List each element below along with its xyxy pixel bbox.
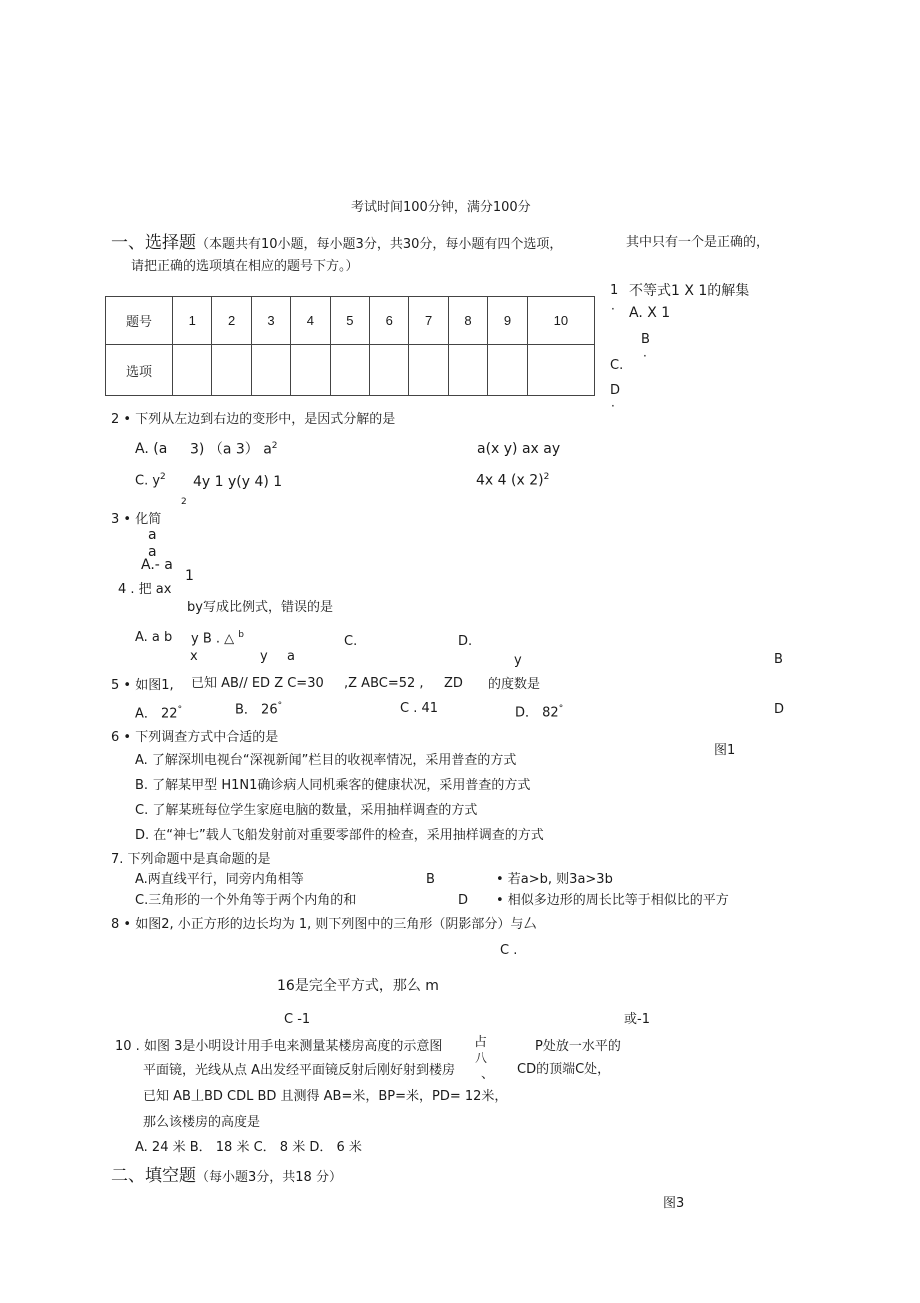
q2-stem: 2 • 下列从左边到右边的变形中，是因式分解的是	[111, 412, 396, 427]
q7-option-c: C.三角形的一个外角等于两个内角的和	[135, 893, 357, 908]
answer-cell-5[interactable]	[330, 345, 369, 396]
q6-option-a: A. 了解深圳电视台“深视新闻”栏目的收视率情况，采用普查的方式	[135, 753, 517, 768]
q7-option-d: • 相似多边形的周长比等于相似比的平方	[496, 893, 729, 908]
q2-option-d-sup: 2	[543, 472, 550, 482]
q4-by: by写成比例式，错误的是	[187, 600, 333, 615]
q5-stem: 5 • 如图1,	[111, 678, 174, 693]
q10-line4: 那么该楼房的高度是	[143, 1115, 261, 1130]
q5-option-d-text: D． 82	[515, 705, 559, 721]
q2-option-c-mid: 4y 1 y(y 4) 1	[193, 474, 283, 490]
q2-option-b: a(x y) ax ay	[477, 441, 561, 457]
q1-option-d: D	[610, 383, 621, 398]
q7-option-b: • 若a>b, 则3a>3b	[496, 872, 613, 887]
section1-desc2: 请把正确的选项填在相应的题号下方。）	[131, 259, 359, 274]
answer-cell-8[interactable]	[448, 345, 487, 396]
q1-dot: ·	[611, 302, 615, 316]
answer-table-number: 10	[527, 297, 594, 345]
q4-a: a	[287, 649, 295, 664]
q4-option-b-text: y B . △	[191, 631, 239, 647]
q1-option-b-dot: ·	[643, 349, 647, 363]
section1-desc: （本题共有10小题，每小题3分，共30分，每小题有四个选项，	[196, 237, 563, 252]
q5-given: 已知 AB// ED Z C=30	[191, 676, 324, 691]
answer-cell-6[interactable]	[370, 345, 409, 396]
q10-comma: 、	[481, 1067, 495, 1082]
q7-option-d-label: D	[458, 893, 469, 908]
answer-cell-7[interactable]	[409, 345, 448, 396]
figure1-caption: 图1	[714, 743, 736, 758]
q8-option-c: C .	[500, 943, 518, 958]
answer-table	[105, 296, 595, 396]
answer-table-number: 5	[330, 297, 369, 345]
q4-option-b-sup: b	[238, 630, 244, 640]
section1-desc-right: 其中只有一个是正确的，	[626, 235, 770, 250]
answer-table-number: 4	[291, 297, 330, 345]
q2-tiny-mark: 2	[181, 497, 187, 507]
q10-mark: 占	[474, 1035, 488, 1050]
q2-option-a-mid	[190, 441, 278, 458]
exam-info: 考试时间100分钟，满分100分	[351, 200, 531, 215]
q4-option-b	[191, 630, 244, 647]
answer-table-number: 3	[251, 297, 290, 345]
q5-condition: ,Z ABC=52 ,	[344, 676, 424, 691]
q2-option-c-left	[135, 472, 166, 489]
q4-y: y	[260, 649, 268, 664]
q3-option-a: A.- a	[141, 557, 173, 573]
q1-option-c: C.	[610, 358, 624, 373]
q6-option-b: B. 了解某甲型 H1N1确诊病人同机乘客的健康状况，采用普查的方式	[135, 778, 531, 793]
q2-option-a-sup: 2	[271, 441, 278, 451]
q7-option-a: A.两直线平行，同旁内角相等	[135, 872, 304, 887]
q10-point-p: P处放一水平的	[535, 1039, 621, 1054]
q1-option-b: B	[641, 332, 650, 347]
q10-options: A. 24 米 B． 18 米 C． 8 米 D． 6 米	[135, 1140, 362, 1155]
section2-desc: （每小题3分，共18 分）	[196, 1170, 342, 1185]
q5-option-b-deg: °	[277, 701, 283, 711]
q10-cd: CD的顶端C处，	[517, 1062, 611, 1077]
q7-stem: 7. 下列命题中是真命题的是	[111, 852, 271, 867]
q4-stem: 4 . 把 ax	[118, 582, 172, 597]
q5-option-d	[515, 704, 563, 721]
q2-option-a-left: A. (a	[135, 441, 168, 457]
q10-line2: 平面镜，光线从点 A出发经平面镜反射后刚好射到楼房	[143, 1063, 456, 1078]
answer-cell-9[interactable]	[488, 345, 527, 396]
figure3-caption: 图3	[663, 1196, 685, 1211]
q5-option-a	[135, 705, 182, 722]
section2-heading	[111, 1166, 342, 1186]
answer-cell-2[interactable]	[212, 345, 251, 396]
q5-tail: 的度数是	[488, 677, 541, 692]
q1-option-a: A. X 1	[629, 305, 671, 321]
q4-x: x	[190, 649, 198, 664]
q4-option-c: C.	[344, 634, 358, 649]
q6-stem: 6 • 下列调查方式中合适的是	[111, 730, 279, 745]
q9-text: 16是完全平方式，那么 m	[277, 978, 439, 994]
q5-zd: ZD	[444, 676, 463, 691]
q1-number: 1	[610, 283, 619, 298]
q10-stem: 10 . 如图 3是小明设计用手电来测量某楼房高度的示意图	[115, 1039, 443, 1054]
answer-table-number: 7	[409, 297, 448, 345]
q5-option-b	[235, 701, 282, 718]
q3-fraction-top: a	[148, 527, 157, 543]
q8-stem: 8 • 如图2, 小正方形的边长均为 1, 则下列图中的三角形（阴影部分）与厶	[111, 917, 537, 932]
q4-option-d: D.	[458, 634, 473, 649]
answer-table-option-row	[106, 345, 595, 396]
q5-option-a-deg: °	[177, 705, 183, 715]
q3-one: 1	[185, 568, 194, 584]
answer-cell-4[interactable]	[291, 345, 330, 396]
q4-y-d: y	[514, 653, 522, 668]
q3-fraction-bottom: a	[148, 544, 157, 560]
q5-option-b-text: B． 26	[235, 702, 278, 718]
q2-option-c-sup: 2	[160, 472, 166, 482]
q1-stem: 不等式1 X 1的解集	[629, 283, 750, 299]
q2-option-a-text: 3) （a 3） a	[190, 441, 272, 458]
section2-title: 二、填空题	[111, 1166, 196, 1186]
answer-table-number-row	[106, 297, 595, 345]
q2-option-c-text: C. y	[135, 473, 161, 489]
q9-option-c: C -1	[284, 1012, 311, 1027]
q10-line3: 已知 AB丄BD CDL BD 且测得 AB=米，BP=米，PD= 12米，	[143, 1089, 508, 1104]
answer-table-number: 1	[173, 297, 212, 345]
figure-label-d: D	[774, 702, 785, 717]
answer-table-number: 6	[370, 297, 409, 345]
answer-cell-3[interactable]	[251, 345, 290, 396]
q6-option-d: D. 在“神七”载人飞船发射前对重要零部件的检查，采用抽样调查的方式	[135, 828, 544, 843]
q3-stem: 3 • 化简	[111, 512, 162, 527]
answer-table-row1-header: 题号	[106, 297, 173, 345]
figure-label-b: B	[774, 652, 783, 667]
answer-table-number: 2	[212, 297, 251, 345]
q1-option-d-dot: ·	[611, 399, 615, 413]
section1-heading	[111, 233, 562, 253]
q6-option-c: C. 了解某班每位学生家庭电脑的数量，采用抽样调查的方式	[135, 803, 478, 818]
q4-option-a: A. a b	[135, 630, 173, 645]
q9-option-d: 或-1	[624, 1012, 650, 1027]
q2-option-d	[476, 472, 549, 489]
q7-option-b-label: B	[426, 872, 435, 887]
q10-mark2: 八	[475, 1051, 488, 1065]
q2-option-d-text: 4x 4 (x 2)	[476, 472, 544, 489]
answer-table-number: 9	[488, 297, 527, 345]
answer-table-number: 8	[448, 297, 487, 345]
q5-option-c: C . 41	[400, 701, 439, 716]
answer-table-row2-header: 选项	[106, 345, 173, 396]
answer-cell-10[interactable]	[527, 345, 594, 396]
section1-title: 一、选择题	[111, 233, 196, 253]
answer-cell-1[interactable]	[173, 345, 212, 396]
q5-option-a-text: A． 22	[135, 706, 178, 722]
q5-option-d-deg: °	[558, 704, 564, 714]
